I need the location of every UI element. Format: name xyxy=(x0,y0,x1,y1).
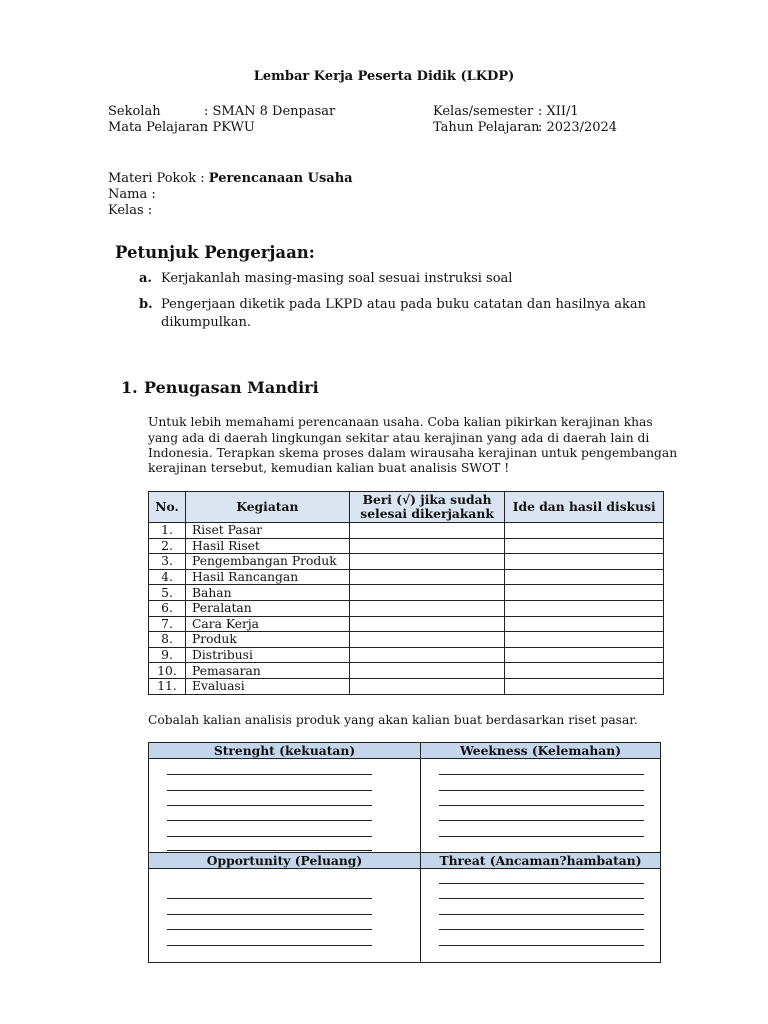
swot-table xyxy=(148,742,661,963)
weakness-write-line[interactable] xyxy=(439,836,644,837)
row-kegiatan: Peralatan xyxy=(185,600,349,616)
kelas-semester-label: Kelas/semester xyxy=(433,104,534,119)
header-kegiatan: Kegiatan xyxy=(185,492,349,523)
table-row xyxy=(149,523,664,539)
section-number: 1. xyxy=(121,378,138,397)
swot-divider-vertical xyxy=(420,743,421,962)
row-kegiatan: Pengembangan Produk xyxy=(185,554,349,570)
header-checklist: Beri (√) jika sudah selesai dikerjakank xyxy=(349,492,505,523)
header-no: No. xyxy=(149,492,186,523)
row-check-cell[interactable] xyxy=(349,663,505,679)
table-header-row xyxy=(149,492,664,523)
materi-line xyxy=(108,171,353,187)
kelas-semester-value: : XII/1 xyxy=(538,104,579,119)
strength-write-line[interactable] xyxy=(167,774,372,775)
kegiatan-table xyxy=(148,491,664,695)
section-title: Penugasan Mandiri xyxy=(144,378,319,397)
row-kegiatan: Cara Kerja xyxy=(185,616,349,632)
row-no: 3. xyxy=(149,554,186,570)
table-row xyxy=(149,663,664,679)
row-check-cell[interactable] xyxy=(349,569,505,585)
table-row xyxy=(149,632,664,648)
row-kegiatan: Bahan xyxy=(185,585,349,601)
row-check-cell[interactable] xyxy=(349,616,505,632)
row-kegiatan: Riset Pasar xyxy=(185,523,349,539)
threat-write-line[interactable] xyxy=(439,898,644,899)
intro-line: Untuk lebih memahami perencanaan usaha. Coba kalian pikirkan kerajinan khas xyxy=(148,415,653,429)
threat-write-line[interactable] xyxy=(439,945,644,946)
row-no: 1. xyxy=(149,523,186,539)
row-ide-cell[interactable] xyxy=(505,678,664,694)
row-no: 6. xyxy=(149,600,186,616)
tahun-value: : 2023/2024 xyxy=(538,120,618,135)
threat-write-line[interactable] xyxy=(439,914,644,915)
opportunity-write-line[interactable] xyxy=(167,945,372,946)
row-no: 5. xyxy=(149,585,186,601)
row-check-cell[interactable] xyxy=(349,632,505,648)
opportunity-header: Opportunity (Peluang) xyxy=(149,853,420,869)
table-row xyxy=(149,600,664,616)
row-ide-cell[interactable] xyxy=(505,538,664,554)
row-kegiatan: Distribusi xyxy=(185,647,349,663)
swot-intro: Cobalah kalian analisis produk yang akan kalian buat berdasarkan riset pasar. xyxy=(148,713,638,727)
table-row xyxy=(149,616,664,632)
row-ide-cell[interactable] xyxy=(505,600,664,616)
row-ide-cell[interactable] xyxy=(505,569,664,585)
row-kegiatan: Hasil Rancangan xyxy=(185,569,349,585)
document-title: Lembar Kerja Peserta Didik (LKDP) xyxy=(253,69,515,84)
row-check-cell[interactable] xyxy=(349,678,505,694)
row-ide-cell[interactable] xyxy=(505,632,664,648)
row-no: 4. xyxy=(149,569,186,585)
petunjuk-title: Petunjuk Pengerjaan: xyxy=(115,243,315,262)
row-ide-cell[interactable] xyxy=(505,616,664,632)
row-no: 10. xyxy=(149,663,186,679)
row-no: 9. xyxy=(149,647,186,663)
weakness-write-line[interactable] xyxy=(439,774,644,775)
table-row xyxy=(149,569,664,585)
strength-write-line[interactable] xyxy=(167,805,372,806)
threat-header: Threat (Ancaman?hambatan) xyxy=(421,853,660,869)
row-check-cell[interactable] xyxy=(349,523,505,539)
opportunity-write-line[interactable] xyxy=(167,929,372,930)
row-check-cell[interactable] xyxy=(349,554,505,570)
row-kegiatan: Hasil Riset xyxy=(185,538,349,554)
table-row xyxy=(149,554,664,570)
threat-write-line[interactable] xyxy=(439,883,644,884)
row-kegiatan: Evaluasi xyxy=(185,678,349,694)
opportunity-write-line[interactable] xyxy=(167,898,372,899)
table-row xyxy=(149,585,664,601)
header-ide-diskusi: Ide dan hasil diskusi xyxy=(505,492,664,523)
row-no: 11. xyxy=(149,678,186,694)
petunjuk-marker-b: b. xyxy=(139,297,153,312)
mapel-label: Mata Pelajaran xyxy=(108,120,209,135)
materi-value: Perencanaan Usaha xyxy=(208,171,353,186)
row-check-cell[interactable] xyxy=(349,647,505,663)
row-check-cell[interactable] xyxy=(349,600,505,616)
row-check-cell[interactable] xyxy=(349,585,505,601)
tahun-label: Tahun Pelajaran xyxy=(433,120,540,135)
mapel-value: : PKWU xyxy=(204,120,255,135)
kelas-label: Kelas : xyxy=(108,203,153,218)
intro-line: Indonesia. Terapkan skema proses dalam wirausaha kerajinan untuk pengembangan xyxy=(148,446,678,460)
intro-line: kerajinan tersebut, kemudian kalian buat analisis SWOT ! xyxy=(148,461,510,475)
weakness-write-line[interactable] xyxy=(439,790,644,791)
row-ide-cell[interactable] xyxy=(505,647,664,663)
intro-line: yang ada di daerah lingkungan sekitar atau kerajinan yang ada di daerah lain di xyxy=(148,431,650,445)
weakness-write-line[interactable] xyxy=(439,820,644,821)
nama-label: Nama : xyxy=(108,187,156,202)
row-ide-cell[interactable] xyxy=(505,523,664,539)
sekolah-value: : SMAN 8 Denpasar xyxy=(204,104,336,119)
row-kegiatan: Pemasaran xyxy=(185,663,349,679)
petunjuk-item-b: Pengerjaan diketik pada LKPD atau pada buku catatan dan hasilnya akan xyxy=(161,297,646,312)
materi-label: Materi Pokok : xyxy=(108,171,205,186)
strength-write-line[interactable] xyxy=(167,790,372,791)
row-ide-cell[interactable] xyxy=(505,554,664,570)
row-kegiatan: Produk xyxy=(185,632,349,648)
row-no: 7. xyxy=(149,616,186,632)
threat-write-line[interactable] xyxy=(439,929,644,930)
table-row xyxy=(149,647,664,663)
petunjuk-item-b-cont: dikumpulkan. xyxy=(161,315,252,330)
strength-write-line[interactable] xyxy=(167,820,372,821)
row-ide-cell[interactable] xyxy=(505,663,664,679)
row-check-cell[interactable] xyxy=(349,538,505,554)
row-ide-cell[interactable] xyxy=(505,585,664,601)
strength-write-line[interactable] xyxy=(167,836,372,837)
petunjuk-marker-a: a. xyxy=(139,271,152,286)
petunjuk-item-a: Kerjakanlah masing-masing soal sesuai instruksi soal xyxy=(161,271,513,286)
weakness-write-line[interactable] xyxy=(439,805,644,806)
row-no: 2. xyxy=(149,538,186,554)
strength-write-line[interactable] xyxy=(167,850,372,851)
strength-header: Strenght (kekuatan) xyxy=(149,743,420,759)
row-no: 8. xyxy=(149,632,186,648)
weakness-header: Weekness (Kelemahan) xyxy=(421,743,660,759)
table-row xyxy=(149,678,664,694)
sekolah-label: Sekolah xyxy=(108,104,161,119)
opportunity-write-line[interactable] xyxy=(167,914,372,915)
table-row xyxy=(149,538,664,554)
